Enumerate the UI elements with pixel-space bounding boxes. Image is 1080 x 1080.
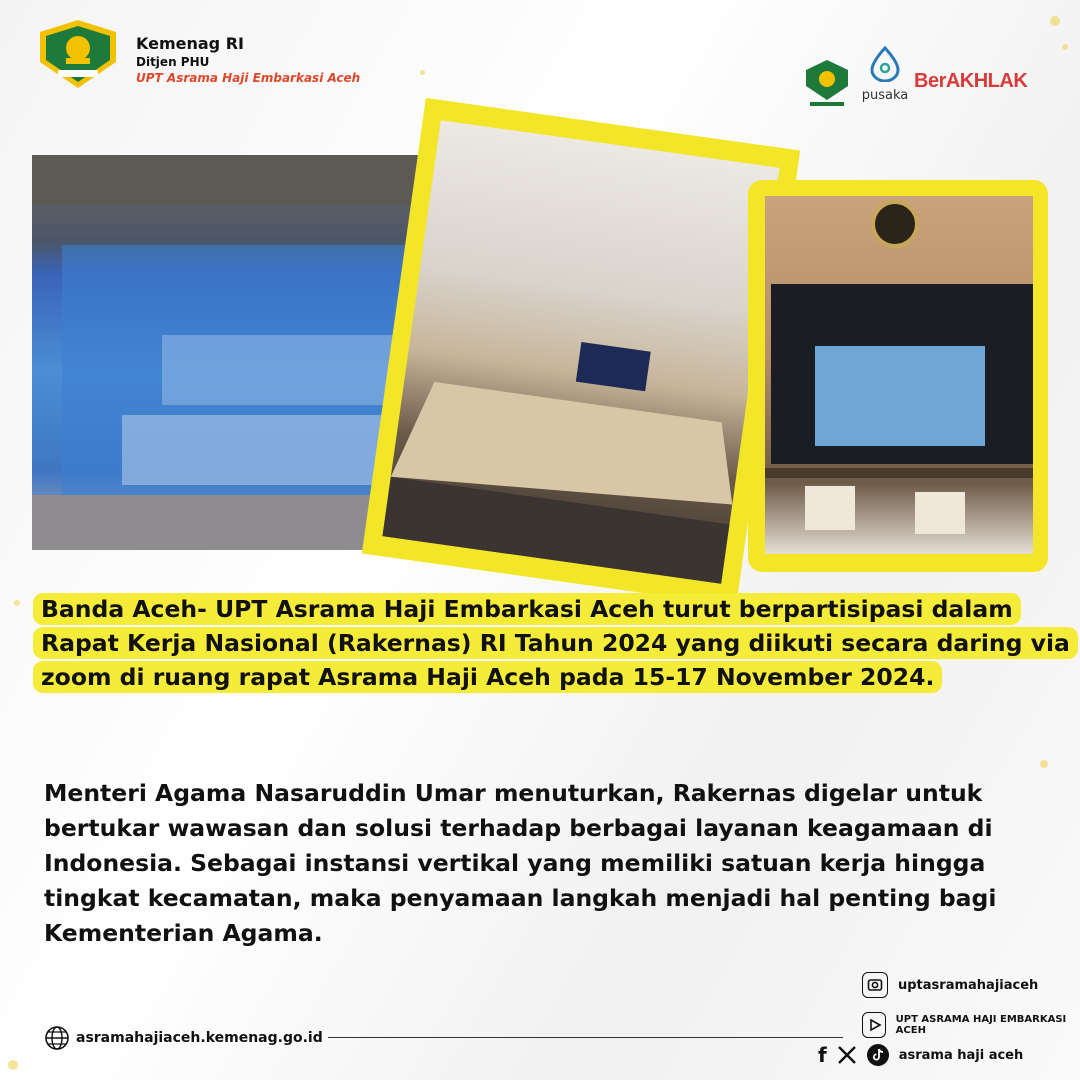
decor-sparkle — [420, 70, 425, 75]
decor-sparkle — [1050, 16, 1060, 26]
upt-logo-icon — [804, 46, 850, 110]
berakhlak-logo — [914, 46, 1044, 110]
lead-paragraph-wrap — [33, 592, 1073, 694]
instagram-icon — [862, 972, 888, 998]
pusaka-logo — [856, 46, 914, 110]
lead-paragraph: Banda Aceh- UPT Asrama Haji Embarkasi Aceh turut berpartisipasi dalam Rapat Kerja Nasional (Rakernas) RI Tahun 2024 yang diikuti secara daring via zoom di ruang rapat Asrama Haji Aceh pada 15-17 November 2024. — [33, 593, 1078, 693]
pusaka-drop-icon — [870, 46, 900, 82]
youtube-link[interactable] — [862, 1012, 1080, 1038]
youtube-icon — [862, 1012, 886, 1038]
x-twitter-icon[interactable] — [837, 1045, 857, 1065]
instagram-link[interactable] — [862, 972, 1038, 998]
unit-name: Ditjen PHU — [136, 55, 210, 69]
youtube-channel: UPT ASRAMA HAJI EMBARKASI ACEH — [895, 1014, 1067, 1036]
berakhlak-wordmark: BerAKHLAK — [914, 70, 1028, 92]
sub-unit-name: UPT Asrama Haji Embarkasi Aceh — [136, 71, 361, 85]
website-link[interactable] — [44, 1025, 323, 1051]
photo-zoom-screen — [765, 196, 1033, 554]
decor-sparkle — [14, 600, 20, 606]
decor-sparkle — [1062, 44, 1068, 50]
instagram-handle: uptasramahajiaceh — [898, 977, 1039, 993]
kemenag-logo-icon — [36, 18, 120, 90]
social-handle: asrama haji aceh — [898, 1047, 1024, 1063]
tv-screen-illustration — [765, 196, 1033, 554]
decor-sparkle — [8, 1060, 18, 1070]
brand-block — [136, 34, 360, 85]
photo-meeting-room — [382, 120, 779, 584]
pusaka-wordmark: pusaka — [861, 88, 909, 103]
org-name: Kemenag RI — [136, 34, 244, 53]
tiktok-icon[interactable] — [867, 1044, 889, 1066]
footer-divider — [328, 1037, 843, 1038]
body-paragraph: Menteri Agama Nasaruddin Umar menuturkan, Rakernas digelar untuk bertukar wawasan dan solusi terhadap berbagai layanan keagamaan di Indonesia. Sebagai instansi vertikal yang memiliki satuan kerja hingga tingkat kecamatan, maka penyamaan langkah menjadi hal penting bagi Kementerian Agama. — [44, 779, 997, 947]
social-links — [818, 1044, 1023, 1066]
meeting-room-illustration — [382, 120, 779, 584]
facebook-icon[interactable]: f — [818, 1043, 827, 1067]
globe-icon — [44, 1025, 70, 1051]
decor-sparkle — [1040, 760, 1048, 768]
website-url: asramahajiaceh.kemenag.go.id — [76, 1030, 323, 1046]
